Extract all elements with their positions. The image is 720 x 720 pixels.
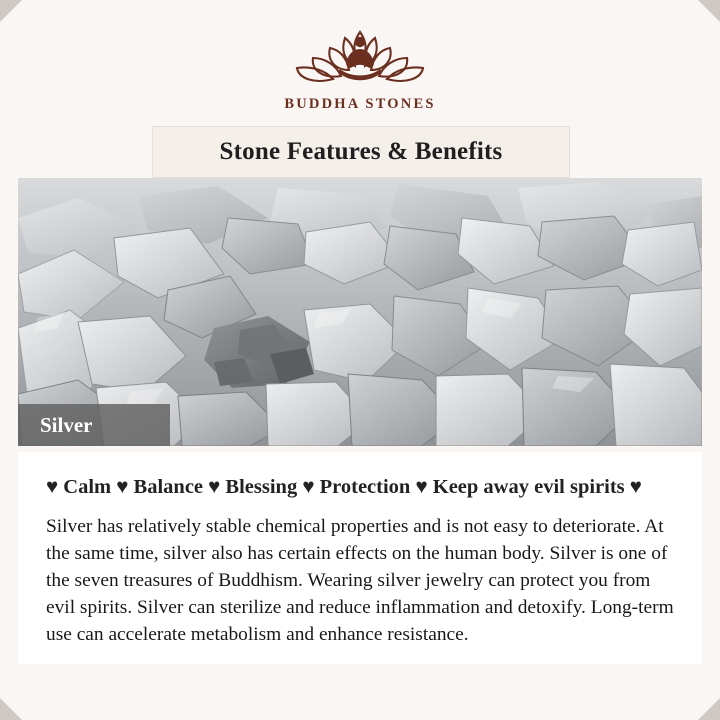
- section-title-bar: [152, 126, 570, 178]
- status-badge-stone-name: [18, 404, 170, 446]
- corner-decoration-top-left: [0, 0, 22, 22]
- corner-decoration-bottom-right: [698, 698, 720, 720]
- stone-name-text: Silver: [40, 412, 93, 437]
- lotus-meditation-figure-icon: [275, 22, 445, 94]
- corner-decoration-bottom-left: [0, 698, 22, 720]
- page-title: Stone Features & Benefits: [219, 138, 503, 165]
- keywords-line: ♥ Calm ♥ Balance ♥ Blessing ♥ Protection ♥ Keep away evil spirits ♥: [46, 476, 642, 498]
- brand-header: [0, 22, 720, 122]
- brand-name: BUDDHA STONES: [284, 96, 436, 112]
- features-panel: [18, 452, 702, 664]
- description-text: Silver has relatively stable chemical properties and is not easy to deteriorate. At the same time, silver also has certain effects on the human body. Silver is one of the seven treasures of Buddhism. Wearing silver jewelry can protect you from evil spirits. Silver can sterilize and reduce inflammation and detoxify. Long-term use can accelerate metabolism and enhance resistance.: [46, 516, 674, 645]
- corner-decoration-top-right: [698, 0, 720, 22]
